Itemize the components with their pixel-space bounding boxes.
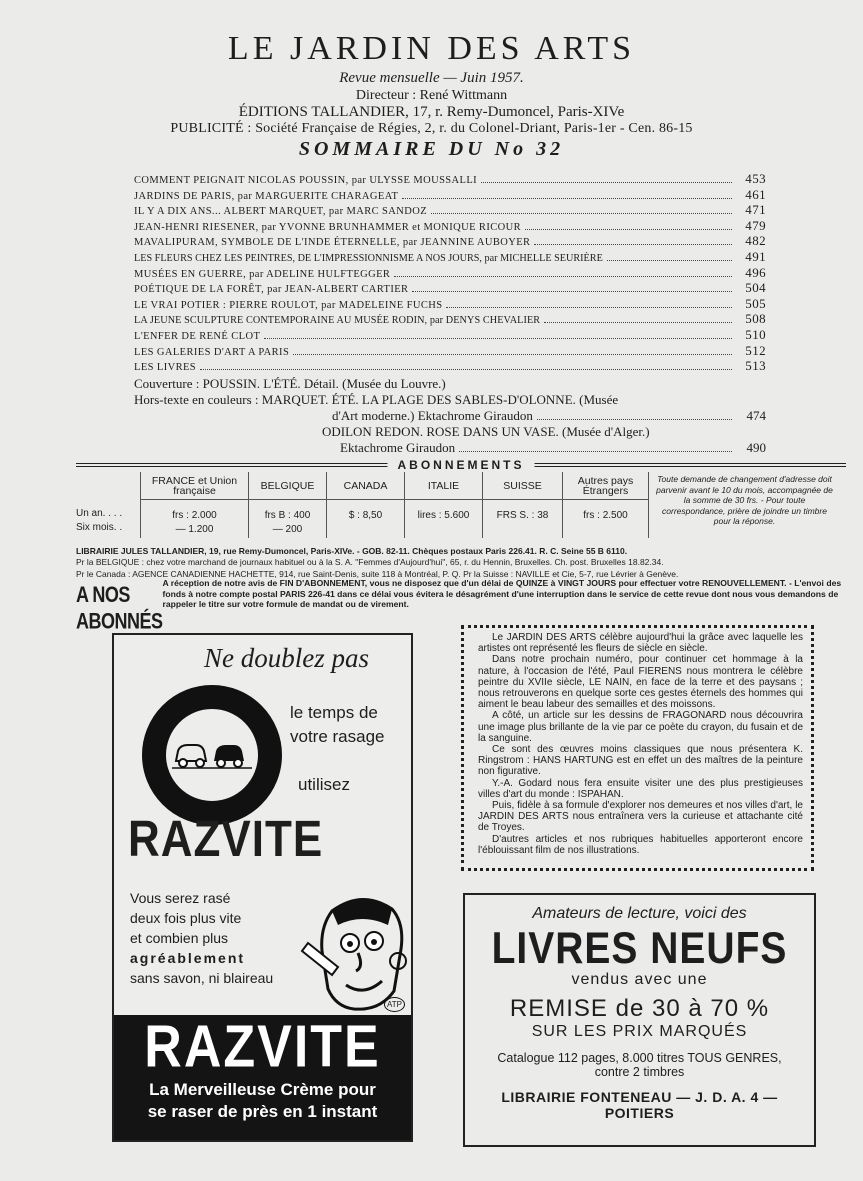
dot-leader [607, 260, 732, 261]
toc-entry-page: 479 [745, 217, 766, 233]
subscriber-notice-text: A réception de notre avis de FIN D'ABONNEMENT, vous ne disposez que d'un délai de QUINZE à VINGT JOURS pour effectuer votre RENOUVELLEMENT. - L'envoi des fonds à notre compte postal PARIS 226-41 dans ce délai vous évitera le désagrément d'une interruption dans le service de cette revue dont nous vous demandons de rappeler le titre sur votre formule de mandat ou de virement. [162, 578, 842, 609]
toc-entry-title: LA JEUNE SCULPTURE CONTEMPORAINE AU MUSÉE RODIN, par DENYS CHEVALIER [134, 315, 541, 327]
toc-entry [134, 296, 766, 312]
subscriptions-header [76, 459, 846, 471]
dot-leader [394, 276, 732, 277]
toc-entry-page: 482 [745, 233, 766, 249]
ad-body-2: deux fois plus vite [130, 910, 242, 926]
ad-body-3: et combien plus [130, 930, 229, 946]
horstexte-line-2 [134, 408, 766, 424]
dot-leader [446, 307, 732, 308]
toc-entry-page: 496 [745, 264, 766, 280]
toc-entry-title: MAVALIPURAM, SYMBOLE DE L'INDE ÉTERNELLE, par JEANNINE AUBOYER [134, 237, 531, 249]
toc-entry-title: JARDINS DE PARIS, par MARGUERITE CHARAGEAT [134, 190, 399, 202]
column-autres-pays [562, 472, 648, 538]
ad-headline: Ne doublez pas [204, 643, 369, 673]
toc-entry-page: 505 [745, 295, 766, 311]
next-issue-notice [461, 625, 814, 871]
toc-entry [134, 343, 766, 359]
price-six-mois: — 200 [272, 524, 303, 535]
dot-leader [431, 213, 732, 214]
subscriptions-footer [76, 546, 846, 580]
ad-body [130, 888, 273, 988]
director-line: Directeur : René Wittmann [355, 88, 508, 103]
horstexte-line-4 [134, 440, 766, 456]
issue-subtitle: Revue mensuelle — Juin 1957. [339, 70, 524, 86]
ad-bottom-banner [114, 1015, 411, 1142]
ad-catalogue: Catalogue 112 pages, 8.000 titres TOUS GENRES, [497, 1051, 782, 1065]
ad-tagline-3: utilisez [298, 775, 350, 794]
razvite-logo: RAZVITE [128, 811, 324, 868]
column-italie [404, 472, 482, 538]
ad-body-1: Vous serez rasé [130, 890, 231, 906]
subscriber-notice-title: A NOS ABONNÉS [76, 582, 163, 634]
toc-entry [134, 265, 766, 281]
livres-neufs-advertisement [463, 893, 816, 1147]
ad-address: LIBRAIRIE FONTENEAU — J. D. A. 4 — POITIERS [501, 1089, 778, 1121]
price-un-an: $ : 8,50 [348, 510, 383, 521]
toc-entry-title: POÉTIQUE DE LA FORÊT, par JEAN-ALBERT CARTIER [134, 284, 409, 296]
toc-entry-title: LES LIVRES [134, 362, 197, 374]
toc-entry-title: LES FLEURS CHEZ LES PEINTRES, DE L'IMPRESSIONNISME A NOS JOURS, par MICHELLE SEURIÈRE [134, 252, 603, 264]
publicity-line: PUBLICITÉ : Société Française de Régies, 2, r. du Colonel-Driant, Paris-1er - Cen. 86-15 [170, 121, 693, 136]
toc-entry-title: IL Y A DIX ANS... ALBERT MARQUET, par MARC SANDOZ [134, 206, 428, 218]
ad-headline: LIVRES NEUFS [491, 923, 788, 974]
price-un-an: frs : 2.000 [172, 510, 217, 521]
race-ring-icon [142, 685, 282, 825]
price-six-mois [563, 524, 648, 538]
ad-body-4 [130, 948, 273, 968]
notice-paragraph: D'autres articles et nos rubriques habituelles apporteront encore l'éblouissant film de nos illustrations. [478, 833, 803, 856]
ad-slogan-1: La Merveilleuse Crème pour [149, 1080, 376, 1099]
toc-entry-title: JEAN-HENRI RIESENER, par YVONNE BRUNHAMMER et MONIQUE RICOUR [134, 221, 522, 233]
footer-belgique: Pr la BELGIQUE : chez votre marchand de journaux habituel ou à la S. A. "Femmes d'Aujourd'hui", 65, r. du Hennin, Bruxelles. Ch. post. Bruxelles 18.82.34. [76, 557, 664, 568]
column-header: BELGIQUE [249, 472, 326, 500]
address-change-note: Toute demande de changement d'adresse doit parvenir avant le 10 du mois, accompagnée de la somme de 30 frs. - Pour toute correspondance, prière de joindre un timbre pour la réponse. [648, 472, 838, 538]
horstexte-line-3: ODILON REDON. ROSE DANS UN VASE. (Musée d'Alger.) [322, 423, 650, 439]
dot-leader [481, 182, 732, 183]
razvite-logo-large: RAZVITE [144, 1013, 381, 1081]
dot-leader [412, 291, 732, 292]
column-header: ITALIE [405, 472, 482, 500]
toc-entry-title: LES GALERIES D'ART A PARIS [134, 346, 290, 358]
toc-entry [134, 171, 766, 187]
price-six-mois [483, 524, 562, 538]
atp-brand-mark: ATP [384, 997, 405, 1012]
toc-entry [134, 327, 766, 343]
column-france [140, 472, 248, 538]
row-label-un-an: Un an. . . . [76, 508, 123, 519]
toc-entry [134, 311, 766, 327]
ad-body-5: sans savon, ni blaireau [130, 970, 274, 986]
ad-body-4-bold: agréablement [130, 950, 246, 966]
horstexte-line-4-text: Ektachrome Giraudon [340, 439, 456, 455]
column-header: Autres pays Étrangers [563, 472, 648, 500]
toc-entry-page: 510 [745, 326, 766, 342]
subscriptions-section [76, 459, 846, 580]
razvite-advertisement [112, 633, 413, 1142]
toc-entry-page: 508 [745, 311, 766, 327]
column-canada [326, 472, 404, 538]
notice-paragraph: Y.-A. Godard nous fera ensuite visiter une des plus prestigieuses villes d'art du monde : ISPAHAN. [478, 777, 803, 800]
notice-paragraph: Dans notre prochain numéro, pour continuer cet hommage à la nature, à l'occasion de l'été, Paul FIERENS nous montrera le célèbre peintre du XVIIe siècle, LE NAIN, en face de la terre et des paysans ; nous retrouverons en quelque sorte ces gestes éternels des hommes qui aiment le beau labeur des semailles et des moissons. [478, 654, 803, 711]
table-of-contents [134, 171, 766, 456]
toc-entry-page: 512 [745, 342, 766, 358]
toc-entry [134, 218, 766, 234]
ad-slogan-2: se raser de près en 1 instant [147, 1102, 378, 1121]
footer-librairie: LIBRAIRIE JULES TALLANDIER, 19, rue Remy-Dumoncel, Paris-XIVe. - GOB. 82-11. Chèques postaux Paris 226.41. R. C. Seine 55 B 6110. [76, 546, 628, 556]
ad-intro: Amateurs de lecture, voici des [532, 905, 747, 922]
price-un-an: FRS S. : 38 [496, 510, 549, 521]
notice-paragraph: Puis, fidèle à sa formule d'explorer nos demeures et nos villes d'art, le JARDIN DES ARTS nous entraînera vers la curieuse et attachante cité de Troyes. [478, 800, 803, 834]
publisher-line: ÉDITIONS TALLANDIER, 17, r. Remy-Dumoncel, Paris-XIVe [238, 104, 625, 120]
notice-paragraph: A côté, un article sur les dessins de FRAGONARD nous découvrira une image plus brillante de la vie par ce poète du crayon, du fusain et de la sanguine. [478, 710, 803, 744]
toc-entry-page: 453 [745, 171, 766, 186]
toc-entry-page: 504 [745, 280, 766, 296]
dot-leader [200, 369, 732, 370]
ad-slogan [114, 1079, 411, 1123]
toc-entry-title: L'ENFER DE RENÉ CLOT [134, 330, 261, 342]
price-un-an: frs : 2.500 [583, 510, 628, 521]
horstexte-line-2-text: d'Art moderne.) Ektachrome Giraudon [332, 407, 533, 423]
toc-entry-page: 471 [745, 202, 766, 218]
toc-entry [134, 280, 766, 296]
column-header: CANADA [327, 472, 404, 500]
sommaire-title: SOMMAIRE DU No 32 [298, 138, 565, 160]
toc-entry-page: 513 [745, 358, 766, 374]
column-belgique [248, 472, 326, 538]
price-six-mois [405, 524, 482, 538]
horstexte-page-1: 474 [746, 407, 766, 423]
dot-leader [544, 322, 732, 323]
toc-entry-page: 491 [745, 248, 766, 264]
price-un-an: frs B : 400 [264, 510, 311, 521]
toc-entry-title: COMMENT PEIGNAIT NICOLAS POUSSIN, par ULYSSE MOUSSALLI [134, 175, 478, 186]
ad-line: vendus avec une [571, 971, 708, 988]
price-un-an: lires : 5.600 [417, 510, 470, 521]
ad-tagline-2: votre rasage [290, 727, 385, 746]
dot-leader [534, 244, 732, 245]
ad-timbres: contre 2 timbres [594, 1065, 685, 1079]
masthead [0, 30, 863, 161]
toc-entry [134, 249, 766, 265]
price-six-mois: — 1.200 [175, 524, 214, 535]
footer-canada: Pr le Canada : AGENCE CANADIENNE HACHETTE, 914, rue Saint-Denis, suite 118 à Montréal, P. Q. Pr la Suisse : NAVILLE et Cie, 5-7, rue Lévrier à Genève. [76, 568, 679, 579]
racing-cars-icon [172, 737, 252, 771]
subscriptions-title: ABONNEMENTS [387, 458, 534, 472]
notice-paragraph: Ce sont des œuvres moins classiques que nous présentera K. Ringstrom : HANS HARTUNG est en effet un des maîtres de la peinture non figurative. [478, 744, 803, 778]
price-six-mois [327, 524, 404, 538]
dot-leader [459, 451, 732, 452]
ad-discount: REMISE de 30 à 70 % [509, 995, 770, 1022]
toc-entry [134, 358, 766, 374]
dot-leader [264, 338, 732, 339]
toc-entry [134, 233, 766, 249]
dot-leader [525, 229, 732, 230]
row-label-six-mois: Six mois. . [76, 522, 123, 533]
column-header: SUISSE [483, 472, 562, 500]
subscriber-notice [76, 578, 856, 634]
subscriptions-table [76, 472, 846, 538]
ad-tagline [290, 701, 385, 749]
horstexte-page-2: 490 [746, 439, 766, 455]
row-labels [76, 472, 140, 538]
notice-paragraph: Le JARDIN DES ARTS célèbre aujourd'hui la grâce avec laquelle les artistes ont représenté les fleurs de siècle en siècle. [478, 632, 803, 655]
couverture-line: Couverture : POUSSIN. L'ÉTÉ. Détail. (Musée du Louvre.) [134, 375, 446, 391]
dot-leader [402, 198, 732, 199]
ad-tagline-1: le temps de [290, 703, 378, 722]
column-header: FRANCE et Union française [141, 472, 248, 500]
column-suisse [482, 472, 562, 538]
toc-entry-title: MUSÉES EN GUERRE, par ADELINE HULFTEGGER [134, 268, 391, 280]
toc-entry-page: 461 [745, 186, 766, 202]
dot-leader [293, 354, 732, 355]
toc-entry [134, 202, 766, 218]
ad-line: SUR LES PRIX MARQUÉS [531, 1023, 748, 1040]
dot-leader [537, 419, 732, 420]
toc-entry-title: LE VRAI POTIER : PIERRE ROULOT, par MADELEINE FUCHS [134, 299, 443, 311]
horstexte-line-1: Hors-texte en couleurs : MARQUET. ÉTÉ. LA PLAGE DES SABLES-D'OLONNE. (Musée [134, 391, 619, 407]
toc-entry [134, 187, 766, 203]
magazine-title: LE JARDIN DES ARTS [227, 30, 636, 67]
